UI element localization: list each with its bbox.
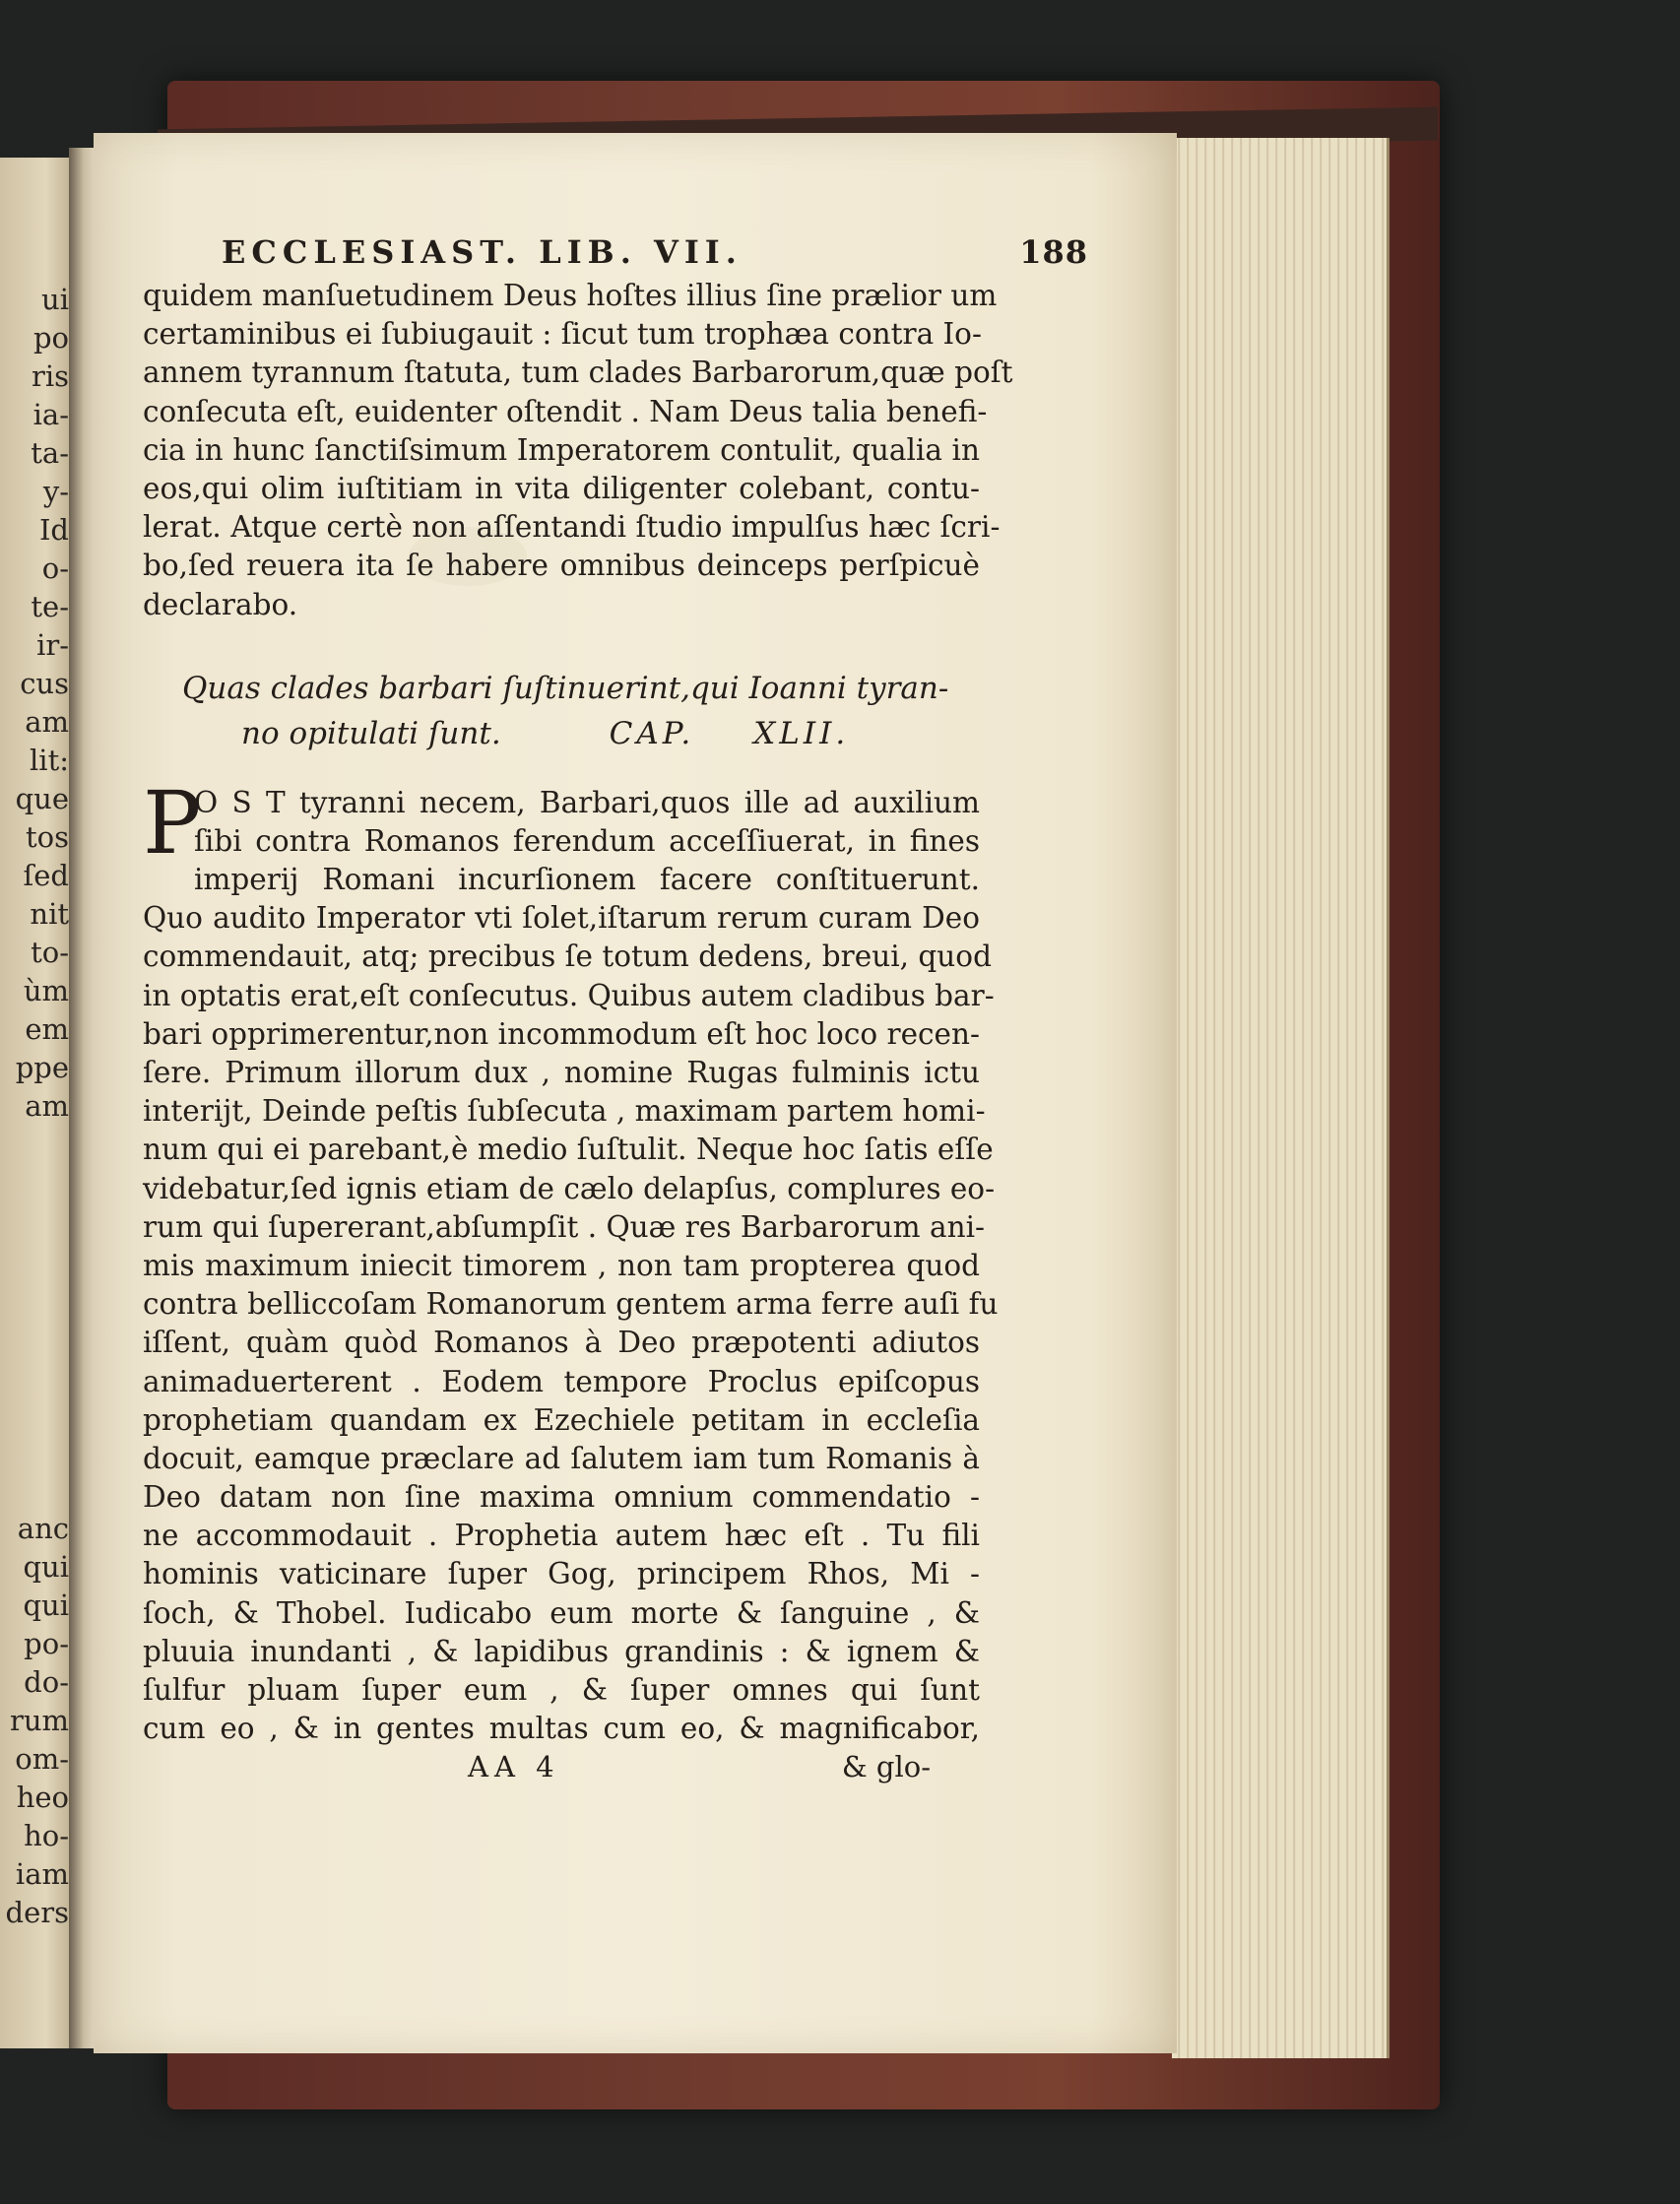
- text-line: in optatis erat,eſt conſecutus. Quibus autem cladibus bar-: [143, 978, 995, 1012]
- left-fragment: lit:: [30, 744, 69, 777]
- text-line: prophetiam quandam ex Ezechiele petitam in eccleſia: [143, 1402, 980, 1437]
- left-fragment: ho-: [24, 1819, 69, 1852]
- left-fragment: ris: [31, 359, 69, 393]
- left-fragment: am: [25, 1089, 69, 1123]
- left-fragment: Id: [38, 513, 69, 547]
- quoted-line: ne accommodauit . Prophetia autem hæc eſt . Tu fili: [143, 1519, 980, 1553]
- left-fragment: po-: [24, 1627, 69, 1660]
- page-number: 188: [1019, 233, 1088, 271]
- text-line: videbatur,ſed ignis etiam de cælo delapſus, complures eo-: [143, 1171, 996, 1205]
- chapter-title-line-2: [182, 711, 950, 756]
- chapter-label: CAP.: [609, 715, 695, 751]
- text-line: certaminibus ei ſubiugauit : ſicut tum trophæa contra Io-: [143, 317, 982, 352]
- text-line: quidem manſuetudinem Deus hoſtes illius ſine prælior um: [143, 279, 998, 312]
- text-line: iſſent, quàm quòd Romanos à Deo præpotenti adiutos: [143, 1326, 980, 1360]
- left-fragment: ia-: [32, 398, 69, 431]
- running-header: [222, 222, 1088, 271]
- chapter-heading: [182, 666, 950, 756]
- left-fragment: que: [15, 782, 69, 815]
- text-line: num qui ei parebant,è medio ſuſtulit. Neque hoc ſatis eſſe: [143, 1133, 994, 1167]
- chapter-number: XLII.: [753, 715, 850, 751]
- drop-cap: P: [143, 771, 202, 874]
- text-line: bo,ſed reuera ita ſe habere omnibus deinceps perſpicuè: [143, 549, 980, 583]
- left-fragment: om-: [15, 1742, 69, 1776]
- quoted-line: ſulfur pluam ſuper eum , & ſuper omnes qui ſunt: [143, 1673, 980, 1707]
- page-footer: [143, 1750, 931, 1789]
- left-fragment: ſed: [23, 859, 69, 892]
- paragraph-1: [143, 277, 1013, 624]
- left-fragment: tos: [26, 820, 69, 854]
- paragraph-2: [143, 771, 999, 1749]
- left-fragment: am: [25, 705, 69, 739]
- left-fragment: cus: [20, 667, 69, 700]
- text-line: rum qui ſupererant,abſumpſit . Quæ res Barbarorum ani-: [143, 1209, 985, 1244]
- quoted-line: hominis vaticinare ſuper Gog, principem Rhos, Mi -: [143, 1557, 980, 1591]
- left-fragment: te-: [31, 590, 69, 623]
- text-line: docuit, eamque præclare ad ſalutem iam tum Romanis à: [143, 1441, 980, 1475]
- page-edges: [1172, 138, 1389, 2058]
- left-fragment: y-: [42, 475, 69, 508]
- text-line: mis maximum iniecit timorem , non tam propterea quod: [143, 1248, 980, 1282]
- text-line: O S T tyranni necem, Barbari,quos ille ad auxilium: [194, 785, 980, 819]
- text-line: commendauit, atq; precibus ſe totum dedens, breui, quod: [143, 940, 992, 974]
- left-fragment: ir-: [36, 628, 69, 662]
- text-line: interijt, Deinde peſtis ſubſecuta , maximam partem homi-: [143, 1094, 986, 1129]
- page-text: [143, 222, 1088, 1789]
- text-line: annem tyrannum ſtatuta, tum clades Barbarorum,quæ poſt: [143, 356, 1013, 390]
- chapter-title-end: no opitulati ſunt.: [241, 715, 501, 751]
- text-line: conſecuta eſt, euidenter oſtendit . Nam Deus talia benefi-: [143, 394, 988, 428]
- left-fragment: o-: [41, 551, 69, 585]
- left-fragment: ùm: [23, 974, 69, 1007]
- text-line: bari opprimerentur,non incommodum eſt hoc loco recen-: [143, 1016, 980, 1051]
- text-line: eos,qui olim iuſtitiam in vita diligenter colebant, contu-: [143, 471, 980, 505]
- left-fragment: heo: [16, 1781, 69, 1814]
- chapter-title-line-1: Quas clades barbari ſuſtinuerint,qui Ioanni tyran-: [182, 670, 949, 706]
- text-line: imperij Romani incurſionem facere conſtituerunt.: [194, 863, 980, 897]
- left-fragment: ta-: [31, 436, 69, 470]
- left-fragment: nit: [30, 897, 69, 931]
- right-page: [94, 133, 1177, 2053]
- text-line: contra belliccoſam Romanorum gentem arma ferre auſi fu: [143, 1287, 999, 1322]
- text-line: lerat. Atque certè non aſſentandi ſtudio impulſus hæc ſcri-: [143, 510, 1001, 545]
- left-fragment: ppe: [15, 1051, 69, 1084]
- left-fragment: ui: [41, 283, 69, 316]
- left-fragment: em: [25, 1012, 69, 1046]
- catchword: & glo-: [841, 1750, 931, 1784]
- quoted-line: cum eo , & in gentes multas cum eo, & magnificabor,: [143, 1712, 980, 1746]
- left-page-fragments: [0, 281, 69, 1932]
- left-fragment: qui: [23, 1588, 69, 1622]
- left-fragment: iam: [15, 1857, 69, 1891]
- left-fragment: anc: [17, 1512, 69, 1545]
- text-line: ſibi contra Romanos ferendum acceſſiuerat, in fines: [194, 823, 980, 858]
- left-gap: [0, 1126, 69, 1510]
- quoted-line: pluuia inundanti , & lapidibus grandinis : & ignem &: [143, 1634, 980, 1668]
- signature-mark: AA 4: [468, 1750, 560, 1784]
- text-line: Deo datam non ſine maxima omnium commendatio -: [143, 1480, 980, 1515]
- text-line: animaduerterent . Eodem tempore Proclus epiſcopus: [143, 1364, 980, 1398]
- text-line: cia in hunc ſanctiſsimum Imperatorem contulit, qualia in: [143, 432, 980, 467]
- left-fragment: qui: [23, 1550, 69, 1584]
- quoted-line: ſoch, & Thobel. Iudicabo eum morte & ſanguine , &: [143, 1595, 980, 1630]
- left-fragment: ders: [5, 1896, 69, 1929]
- left-fragment: to-: [31, 936, 69, 969]
- text-line: ſere. Primum illorum dux , nomine Rugas fulminis ictu: [143, 1056, 980, 1089]
- left-fragment: rum: [9, 1704, 69, 1737]
- text-line: Quo audito Imperator vti ſolet,iſtarum rerum curam Deo: [143, 901, 980, 936]
- header-title: ECCLESIAST. LIB. VII.: [222, 233, 743, 271]
- left-page: [0, 158, 77, 2048]
- text-line: declarabo.: [143, 587, 298, 621]
- left-fragment: po: [32, 321, 69, 355]
- left-fragment: do-: [24, 1665, 69, 1699]
